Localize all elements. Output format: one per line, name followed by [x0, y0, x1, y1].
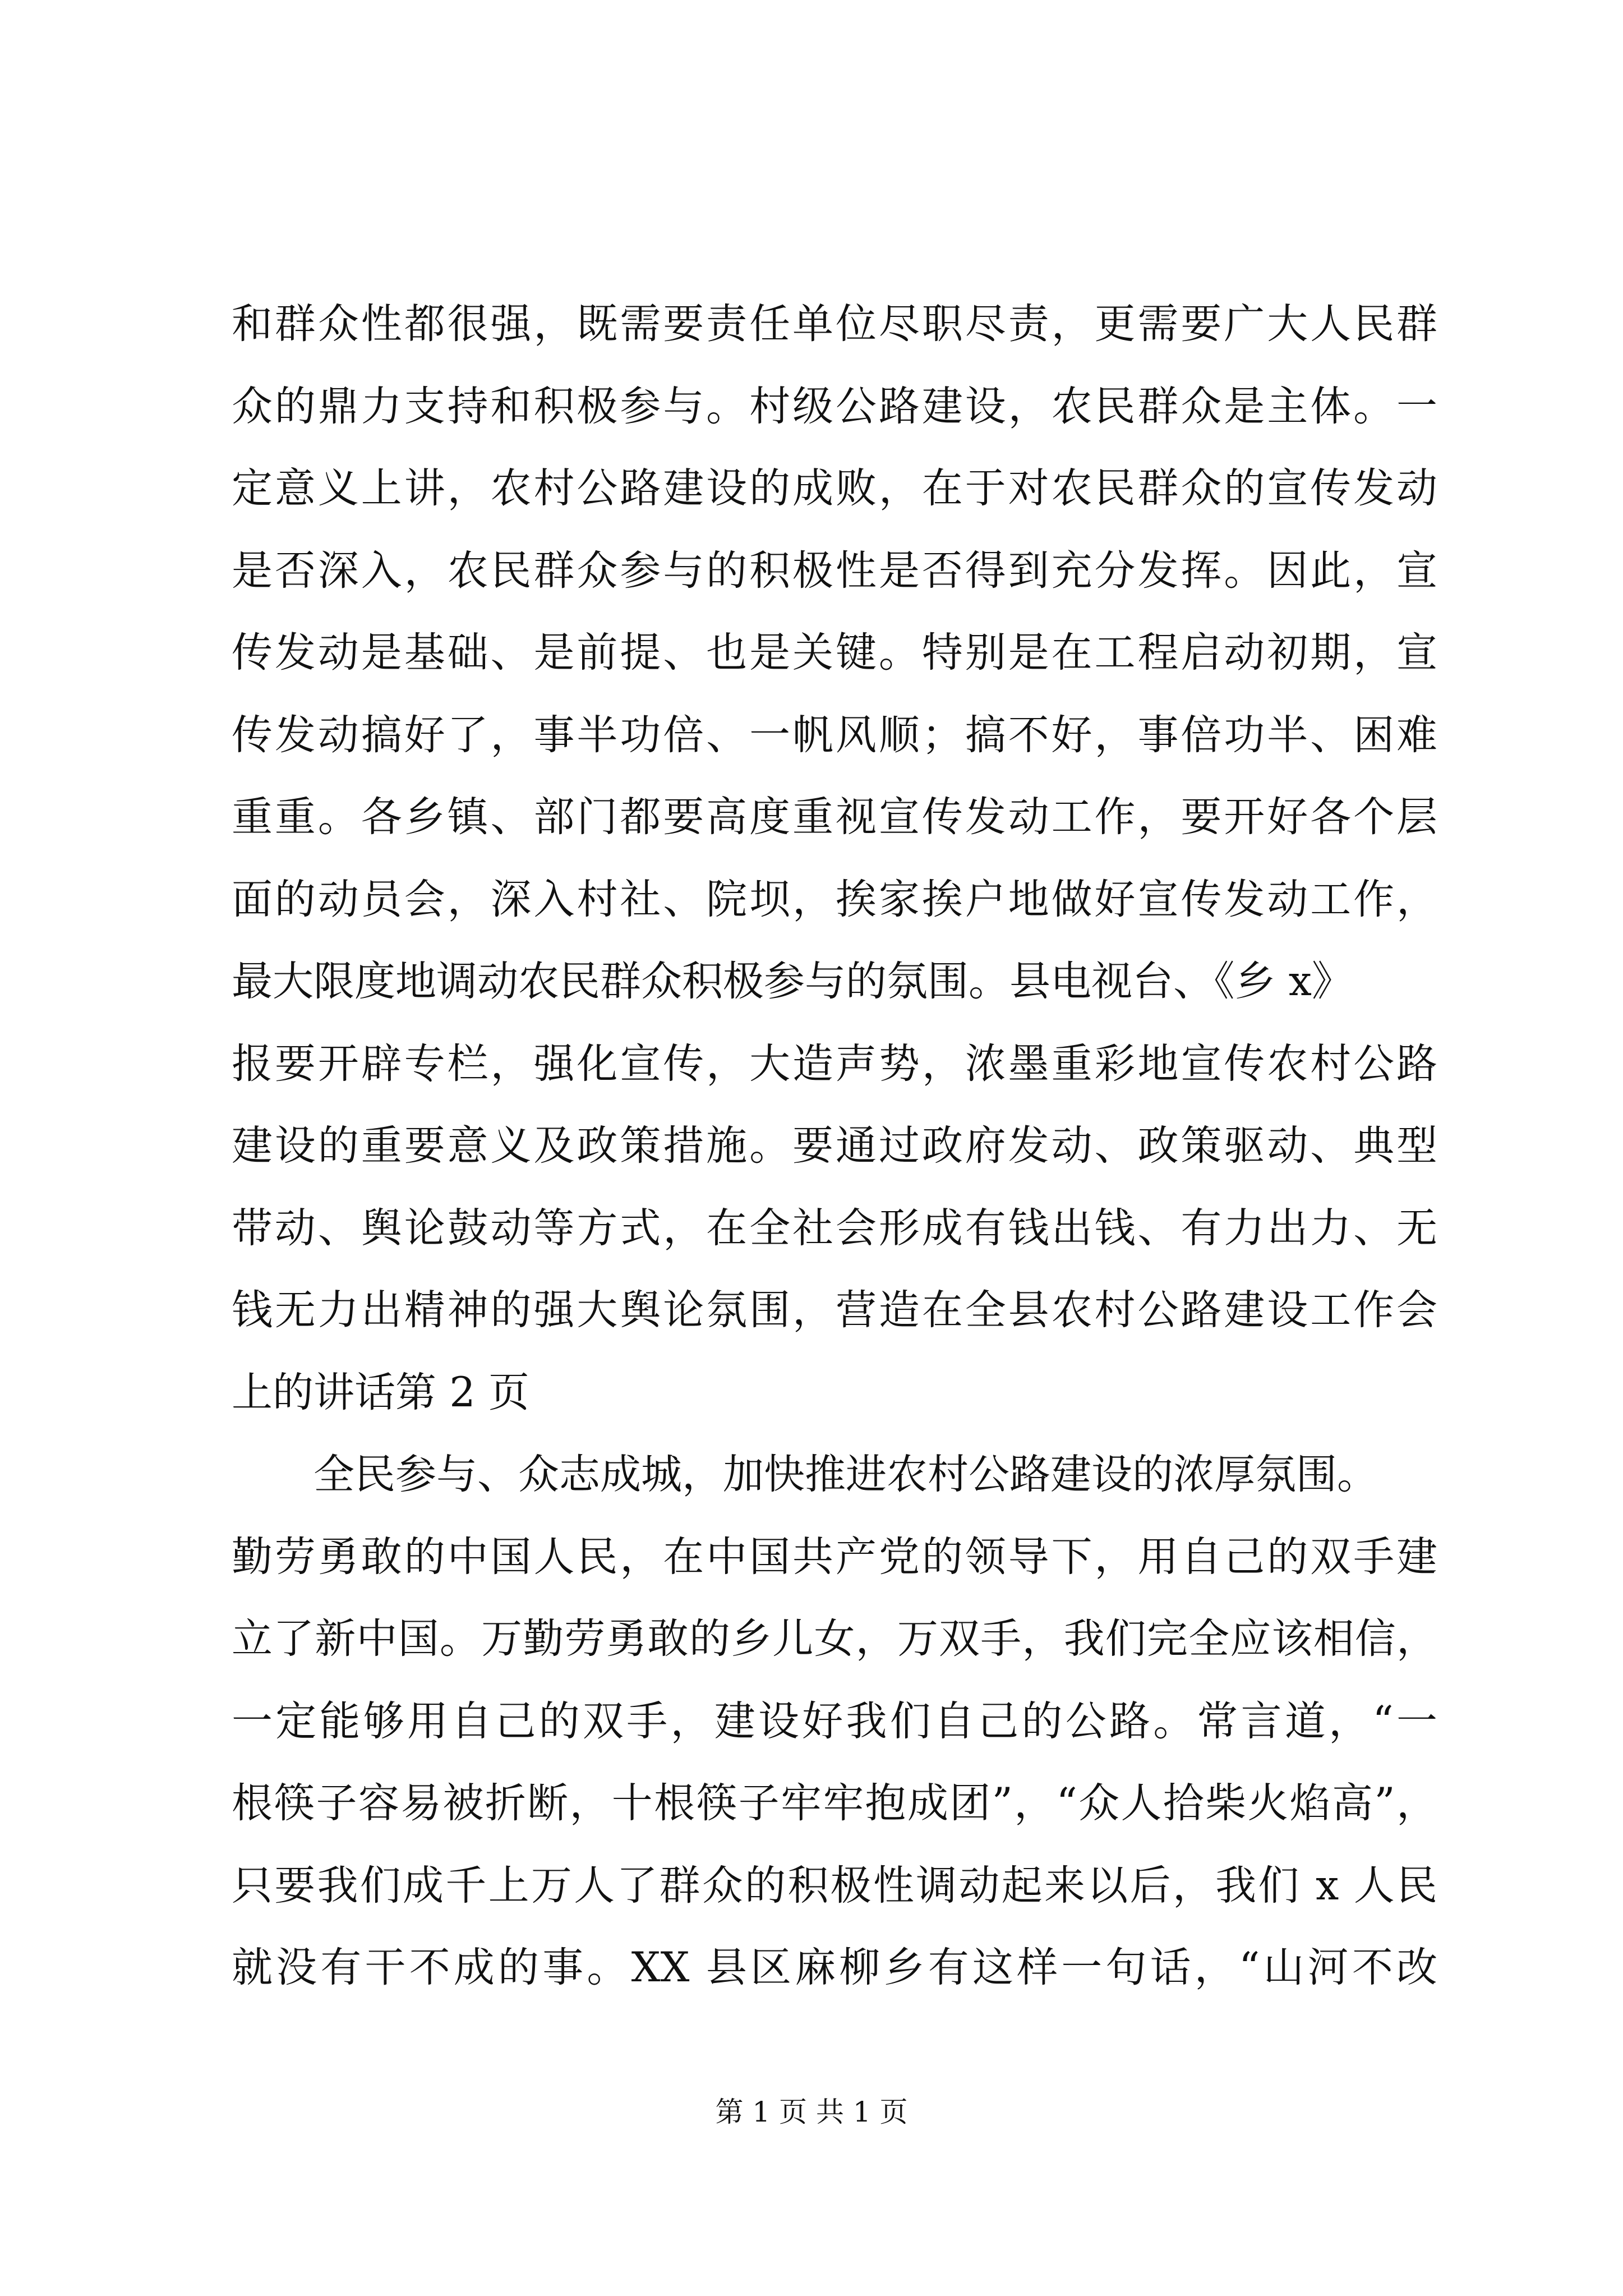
page-number: 第 1 页 共 1 页 [715, 2096, 908, 2128]
text-line: 钱无力出精神的强大舆论氛围，营造在全县农村公路建设工作会 [232, 1286, 1437, 1334]
text-line: 和群众性都很强，既需要责任单位尽职尽责，更需要广大人民群 [232, 300, 1437, 348]
text-line: 定意义上讲，农村公路建设的成败，在于对农民群众的宣传发动 [232, 464, 1437, 512]
paragraph-2 [232, 1434, 1437, 2009]
text-line: 传发动是基础、是前提、也是关键。特别是在工程启动初期，宣 [232, 629, 1437, 677]
text-line: 报要开辟专栏，强化宣传，大造声势，浓墨重彩地宣传农村公路 [232, 1039, 1437, 1088]
text-line: 根筷子容易被折断，十根筷子牢牢抱成团”，“众人拾柴火焰高”， [232, 1779, 1437, 1827]
text-line: 重重。各乡镇、部门都要高度重视宣传发动工作，要开好各个层 [232, 793, 1437, 841]
paragraph-1 [232, 283, 1437, 1434]
text-line: 面的动员会，深入村社、院坝，挨家挨户地做好宣传发动工作， [232, 875, 1437, 923]
text-line: 带动、舆论鼓动等方式，在全社会形成有钱出钱、有力出力、无 [232, 1204, 1437, 1252]
text-line: 只要我们成千上万人了群众的积极性调动起来以后，我们 x 人民 [232, 1861, 1437, 1910]
text-line: 最大限度地调动农民群众积极参与的氛围。县电视台、《乡 x》 [232, 958, 1353, 1005]
text-line: 一定能够用自己的双手，建设好我们自己的公路。常言道，“一 [232, 1697, 1437, 1745]
text-line: 建设的重要意义及政策措施。要通过政府发动、政策驱动、典型 [232, 1122, 1437, 1170]
text-line: 全民参与、众志成城，加快推进农村公路建设的浓厚氛围。 [313, 1451, 1378, 1498]
text-line: 是否深入，农民群众参与的积极性是否得到充分发挥。因此，宣 [232, 546, 1437, 595]
document-body [232, 283, 1437, 2009]
page-footer [0, 2090, 1623, 2130]
text-line: 传发动搞好了，事半功倍、一帆风顺；搞不好，事倍功半、困难 [232, 711, 1437, 759]
text-line: 众的鼎力支持和积极参与。村级公路建设，农民群众是主体。一 [232, 382, 1437, 430]
text-line: 上的讲话第 2 页 [232, 1368, 529, 1416]
text-line: 立了新中国。万勤劳勇敢的乡儿女，万双手，我们完全应该相信， [232, 1615, 1437, 1663]
text-line: 就没有干不成的事。XX 县区麻柳乡有这样一句话，“山河不改 [232, 1944, 1437, 1991]
text-line: 勤劳勇敢的中国人民，在中国共产党的领导下，用自己的双手建 [232, 1533, 1437, 1581]
